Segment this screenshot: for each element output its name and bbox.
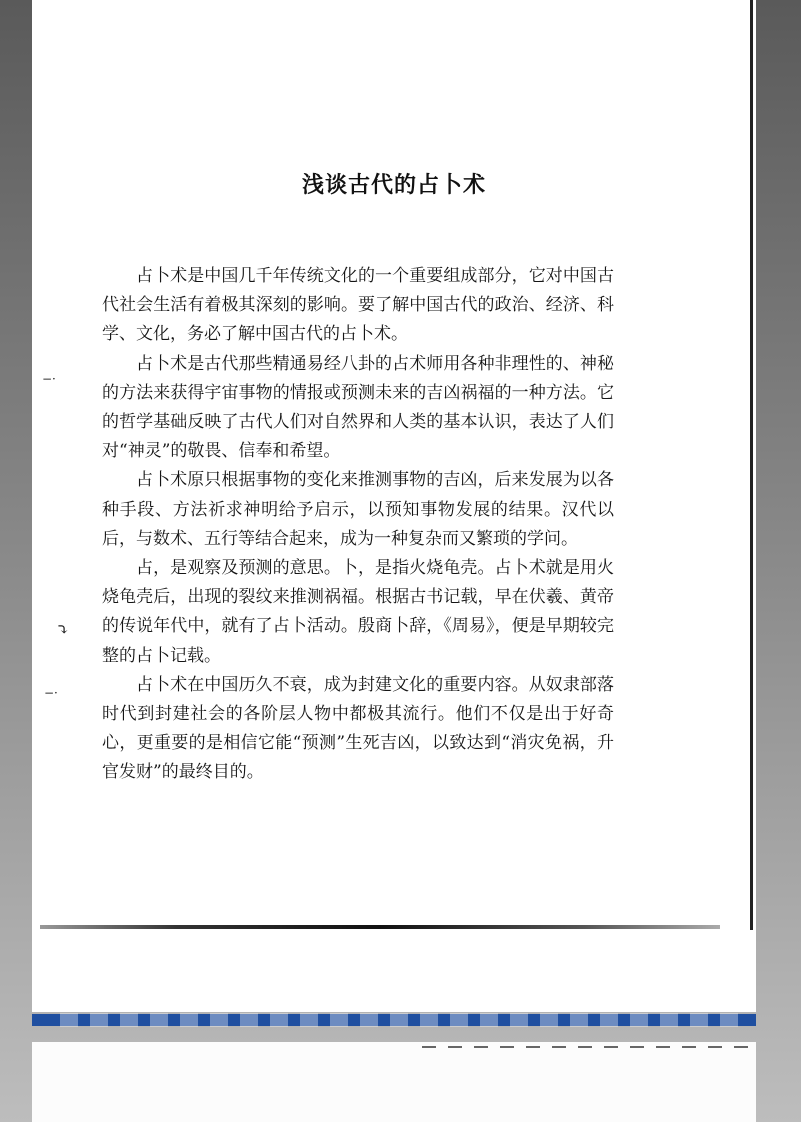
band-pattern: [60, 1013, 740, 1027]
paragraph-1: 占卜术是中国几千年传统文化的一个重要组成部分，它对中国古代社会生活有着极其深刻的影响。要了解中国古代的政治、经济、科学、文化，务必了解中国古代的占卜术。: [102, 266, 614, 345]
document-body: [102, 262, 614, 788]
next-page-preview: [32, 1042, 756, 1122]
scan-mark: ⤵: [56, 620, 70, 639]
document-page: [32, 0, 756, 1012]
paragraph-5: 占卜术在中国历久不衰，成为封建文化的重要内容。从奴隶部落时代到封建社会的各阶层人物中都极其流行。他们不仅是出于好奇心，更重要的是相信它能“预测”生死吉凶，以致达到“消灾免祸，升官发财”的最终目的。: [102, 674, 614, 783]
next-page-dashes: [422, 1046, 758, 1048]
paragraph-2: 占卜术是古代那些精通易经八卦的占术师用各种非理性的、神秘的方法来获得宇宙事物的情报或预测未来的吉凶祸福的一种方法。它的哲学基础反映了古代人们对自然界和人类的基本认识，表达了人们对“神灵”的敬畏、信奉和希望。: [102, 353, 614, 462]
paragraph-3: 占卜术原只根据事物的变化来推测事物的吉凶，后来发展为以各种手段、方法祈求神明给予启示，以预知事物发展的结果。汉代以后，与数术、五行等结合起来，成为一种复杂而又繁琐的学问。: [102, 470, 614, 549]
document-title: 浅谈古代的占卜术: [301, 172, 486, 198]
scan-mark: −·: [42, 372, 56, 386]
scan-mark: −·: [44, 686, 58, 700]
paragraph-4: 占，是观察及预测的意思。卜，是指火烧龟壳。占卜术就是用火烧龟壳后，出现的裂纹来推测祸福。根据古书记载，早在伏羲、黄帝的传说年代中，就有了占卜活动。殷商卜辞，《周易》，便是早期较完整的占卜记载。: [102, 558, 614, 666]
scan-artifact-line: [40, 925, 720, 929]
page-edge-line: [750, 0, 753, 930]
